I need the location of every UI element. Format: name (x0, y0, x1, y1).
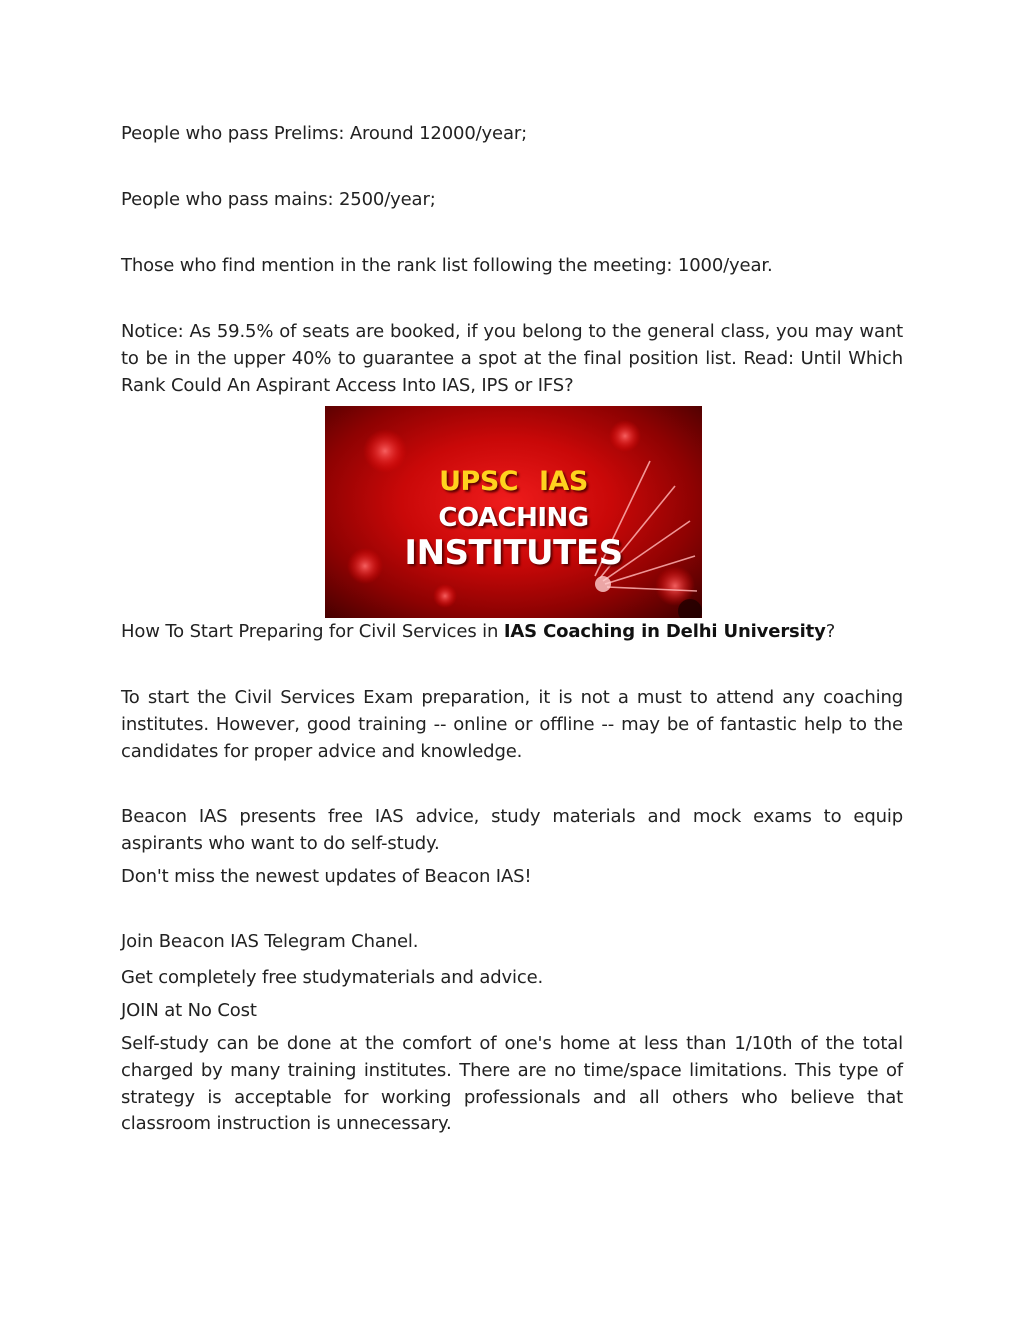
dont-miss-paragraph: Don't miss the newest updates of Beacon IAS! (121, 866, 532, 887)
document-page (121, 0, 903, 1325)
start-prep-paragraph: To start the Civil Services Exam preparation, it is not a must to attend any coaching institutes. However, good training -- online or offline -- may be of fantastic help to the candidates for proper advice and knowledge. (121, 687, 903, 762)
heading-prefix: How To Start Preparing for Civil Services in (121, 621, 504, 642)
prelims-stat: People who pass Prelims: Around 12000/year; (121, 123, 528, 144)
banner-line-institutes: INSTITUTES (404, 533, 623, 573)
banner-line-upsc-ias: UPSC IAS (439, 466, 588, 497)
section-heading (121, 619, 903, 646)
heading-suffix: ? (825, 621, 836, 642)
rank-list-stat: Those who find mention in the rank list following the meeting: 1000/year. (121, 255, 773, 276)
beacon-presents-paragraph: Beacon IAS presents free IAS advice, study materials and mock exams to equip aspirants who want to do self-study. (121, 806, 903, 854)
upsc-ias-banner-image (325, 406, 702, 618)
notice-paragraph: Notice: As 59.5% of seats are booked, if you belong to the general class, you may want to be in the upper 40% to guarantee a spot at the final position list. Read: Until Which Rank Could An Aspirant Access Into IAS, IPS or IFS? (121, 321, 903, 396)
join-telegram-paragraph: Join Beacon IAS Telegram Chanel. (121, 931, 419, 952)
banner-line-coaching: COACHING (438, 503, 589, 533)
mains-stat: People who pass mains: 2500/year; (121, 189, 436, 210)
join-no-cost-paragraph: JOIN at No Cost (121, 1000, 257, 1021)
self-study-paragraph: Self-study can be done at the comfort of one's home at less than 1/10th of the total charged by many training institutes. There are no time/space limitations. This type of strategy is acceptable for working professionals and all others who believe that classroom instruction is unnecessary. (121, 1033, 903, 1135)
free-materials-paragraph: Get completely free studymaterials and advice. (121, 967, 544, 988)
ias-coaching-link-text: IAS Coaching in Delhi University (503, 621, 826, 642)
